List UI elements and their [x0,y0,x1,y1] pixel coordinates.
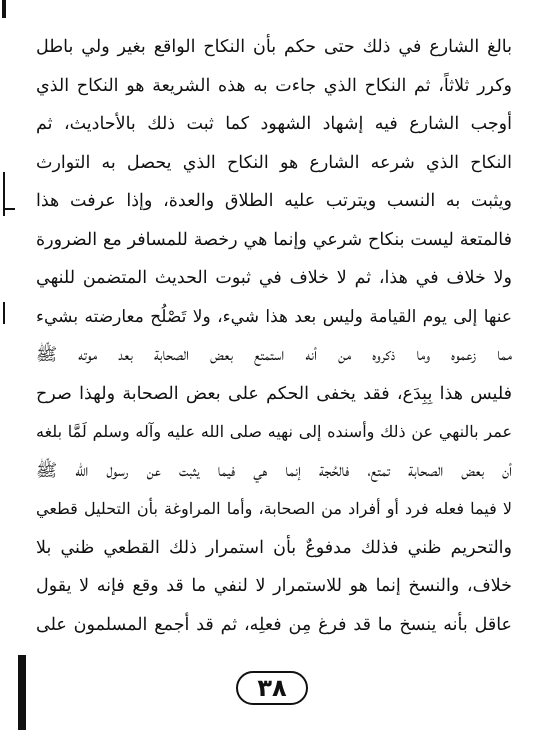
page-number-frame [236,671,308,705]
body-text [36,28,512,644]
text-line: أن بعض الصحابة تمتع، فالحُجة إنما هي فيما يثبت عن رسول الله ﷺ [36,460,512,481]
page-number: ٣٨ [257,674,287,702]
margin-scan-mark [3,208,15,210]
binding-edge-mark [18,655,26,730]
text-line: وكرر ثلاثاً، ثم النكاح الذي جاءت به هذه الشريعة هو النكاح الذي [36,75,512,96]
text-line: خلاف، والنسخ إنما هو للاستمرار لا لنفي ما قد وقع فإنه لا يقول [36,576,512,596]
text-line: عمر بالنهي عن ذلك وأسنده إلى نهيه صلى الله عليه وآله وسلم لَمَّا بلغه [36,422,512,441]
text-line: فليس هذا بِبِدَع، فقد يخفى الحكم على بعض الصحابة ولهذا صرح [36,383,512,404]
text-line: النكاح الذي شرعه الشارع هو النكاح الذي يحصل به التوارث [36,152,512,173]
text-line: بالغ الشارع في ذلك حتى حكم بأن النكاح الواقع بغير ولي باطل [36,37,512,57]
text-line: لا فيما فعله فرد أو أفراد من الصحابة، وأما المراوغة بأن التحليل قطعي [36,499,512,518]
text-line: ولا خلاف في هذا، ثم لا خلاف في ثبوت الحديث المتضمن للنهي [36,268,512,288]
text-line: ويثبت به النسب ويترتب عليه الطلاق والعدة، وإذا عرفت هذا [36,191,512,211]
text-line: عنها إلى يوم القيامة وليس بعد هذا شيء، ولا تَصْلُح معارضته بشيء [36,306,512,327]
text-line: والتحريم ظني فذلك مدفوعٌ بأن استمرار ذلك القطعي ظني بلا [36,537,512,558]
margin-scan-mark [3,302,5,324]
text-line: فالمتعة ليست بنكاح شرعي وإنما هي رخصة للمسافر مع الضرورة [36,229,512,250]
margin-scan-mark [2,0,6,18]
text-line: أوجب الشارع فيه إشهاد الشهود كما ثبت ذلك بالأحاديث، ثم [36,114,512,134]
text-line: عاقل بأنه ينسخ ما قد فرغ مِن فعلِه، ثم قد أجمع المسلمون على [36,614,512,635]
text-line: مما زعموه وما ذكروه من أنه استمتع بعض الصحابة بعد موته ﷺ [36,345,512,365]
